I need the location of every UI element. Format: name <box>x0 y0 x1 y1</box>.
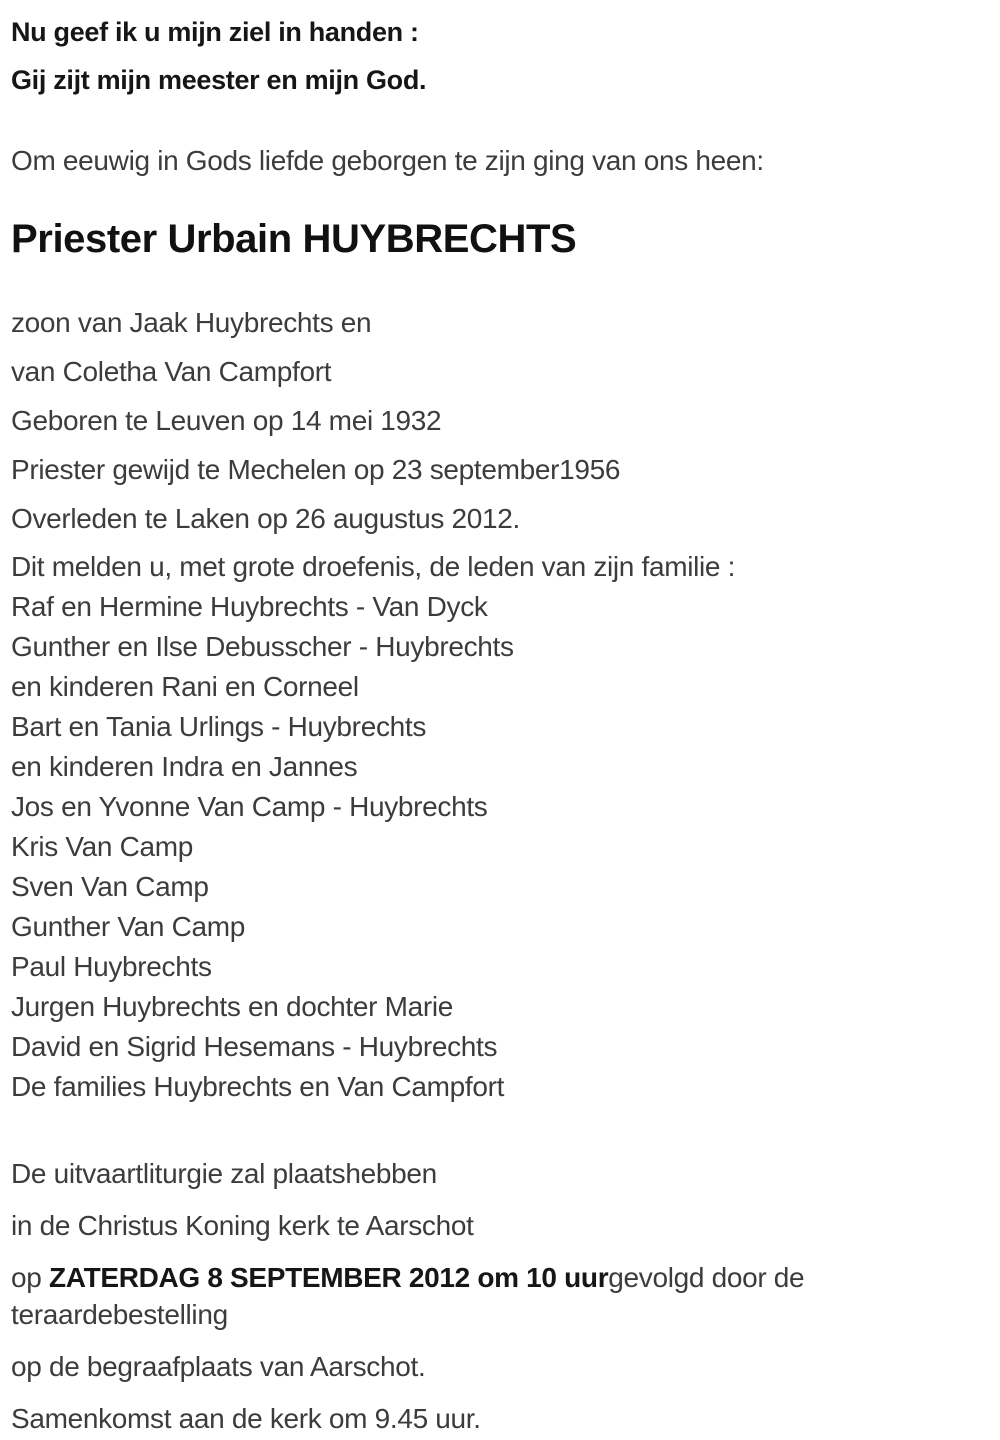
service-church-line: in de Christus Koning kerk te Aarschot <box>11 1210 474 1241</box>
deceased-name-heading: Priester Urbain HUYBRECHTS <box>11 217 577 261</box>
family-member: en kinderen Rani en Corneel <box>11 671 359 702</box>
service-section <box>11 1155 980 1437</box>
family-member: Jurgen Huybrechts en dochter Marie <box>11 991 454 1022</box>
epigraph-line-2: Gij zijt mijn meester en mijn God. <box>11 65 427 95</box>
ordination-line: Priester gewijd te Mechelen op 23 september1956 <box>11 454 621 485</box>
family-member: Paul Huybrechts <box>11 951 212 982</box>
family-member: Raf en Hermine Huybrechts - Van Dyck <box>11 591 488 622</box>
lineage-mother: van Coletha Van Campfort <box>11 356 332 387</box>
epigraph-verse <box>11 8 980 104</box>
family-member: en kinderen Indra en Jannes <box>11 751 358 782</box>
birth-line: Geboren te Leuven op 14 mei 1932 <box>11 405 442 436</box>
service-date-line <box>11 1259 901 1333</box>
intro-sentence: Om eeuwig in Gods liefde geborgen te zijn ging van ons heen: <box>11 145 764 176</box>
death-line: Overleden te Laken op 26 augustus 2012. <box>11 503 521 534</box>
service-cemetery-line: op de begraafplaats van Aarschot. <box>11 1351 426 1382</box>
service-gathering-line: Samenkomst aan de kerk om 9.45 uur. <box>11 1403 481 1434</box>
service-date-suffix: gevolgd door de teraardebestelling <box>11 1262 805 1330</box>
lineage-father: zoon van Jaak Huybrechts en <box>11 307 372 338</box>
service-liturgy-line: De uitvaartliturgie zal plaatshebben <box>11 1158 437 1189</box>
family-member: De families Huybrechts en Van Campfort <box>11 1071 505 1102</box>
family-section <box>11 547 980 1107</box>
service-date-bold: ZATERDAG 8 SEPTEMBER 2012 om 10 uur <box>48 1262 609 1293</box>
biography-section <box>11 306 980 535</box>
family-member: Jos en Yvonne Van Camp - Huybrechts <box>11 791 488 822</box>
family-member: Gunther en Ilse Debusscher - Huybrechts <box>11 631 514 662</box>
family-member: Bart en Tania Urlings - Huybrechts <box>11 711 427 742</box>
family-member: Gunther Van Camp <box>11 911 246 942</box>
family-member: Sven Van Camp <box>11 871 209 902</box>
epigraph-line-1: Nu geef ik u mijn ziel in handen : <box>11 17 419 47</box>
family-announcement: Dit melden u, met grote droefenis, de leden van zijn familie : <box>11 551 736 582</box>
family-member: Kris Van Camp <box>11 831 194 862</box>
family-member: David en Sigrid Hesemans - Huybrechts <box>11 1031 498 1062</box>
service-date-prefix: op <box>11 1262 49 1293</box>
